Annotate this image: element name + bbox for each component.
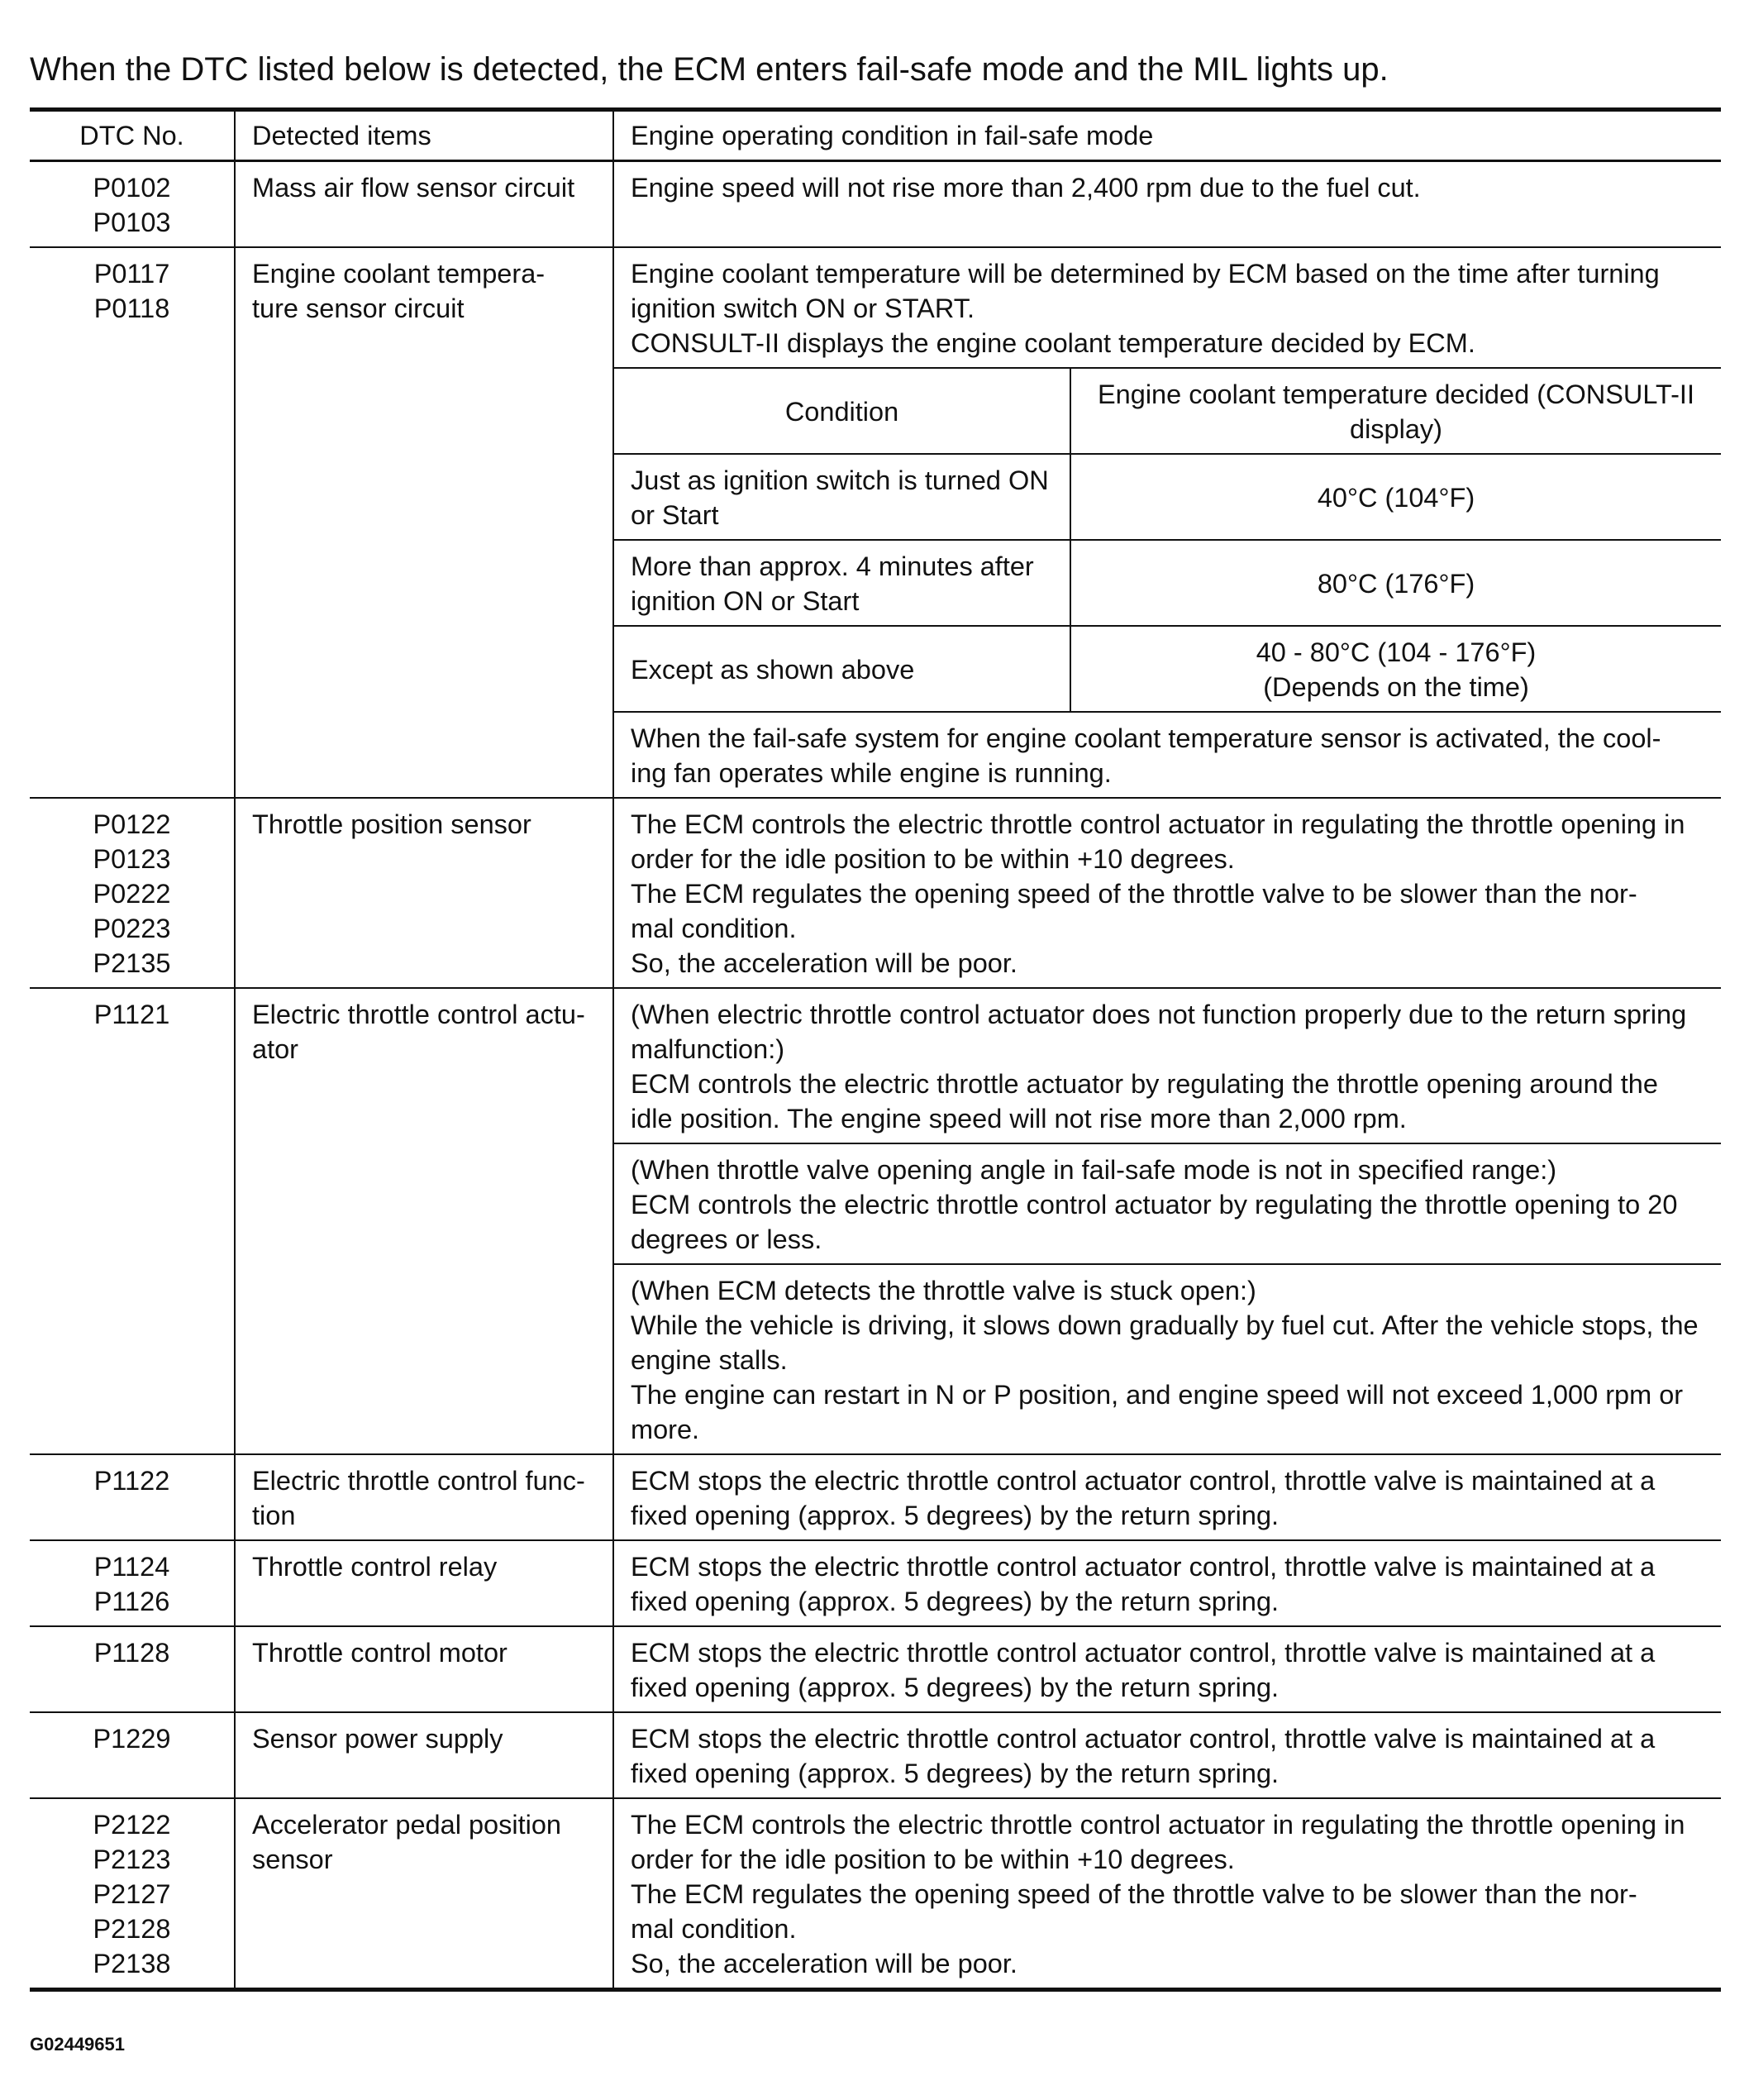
table-row	[30, 988, 1721, 1454]
detected-item: Accelerator pedal position sensor	[235, 1798, 613, 1990]
subtable-condition: Just as ignition switch is turned ON or Start	[614, 454, 1070, 540]
table-row	[30, 247, 1721, 798]
fail-safe-condition	[613, 988, 1721, 1454]
subtable-condition: Except as shown above	[614, 626, 1070, 711]
header-dtc-no: DTC No.	[30, 110, 235, 161]
subtable-temperature: 40°C (104°F)	[1070, 454, 1721, 540]
header-fail-safe-condition: Engine operating condition in fail-safe mode	[613, 110, 1721, 161]
dtc-codes: P0117 P0118	[30, 247, 235, 798]
subtable-header-row	[614, 368, 1721, 454]
table-row	[30, 798, 1721, 988]
subtable-header-condition: Condition	[614, 368, 1070, 454]
detected-item: Electric throttle control actu- ator	[235, 988, 613, 1454]
detected-item: Electric throttle control func- tion	[235, 1454, 613, 1540]
subtable-temperature: 80°C (176°F)	[1070, 540, 1721, 626]
table-row	[30, 1540, 1721, 1626]
subtable-condition: More than approx. 4 minutes after ignition ON or Start	[614, 540, 1070, 626]
dtc-codes: P1122	[30, 1454, 235, 1540]
dtc-codes: P1121	[30, 988, 235, 1454]
fail-safe-condition: ECM stops the electric throttle control actuator control, throttle valve is maintained at a fixed opening (approx. 5 degrees) by the return spring.	[613, 1712, 1721, 1798]
detected-item: Throttle control motor	[235, 1626, 613, 1712]
condition-block: (When electric throttle control actuator does not function properly due to the return spring malfunction:) ECM controls the electric throttle actuator by regulating the throttle opening around the idle position. The engine speed will not rise more than 2,000 rpm.	[631, 1000, 1687, 1134]
dtc-codes: P2122 P2123 P2127 P2128 P2138	[30, 1798, 235, 1990]
dtc-codes: P0102 P0103	[30, 161, 235, 248]
fail-safe-condition: ECM stops the electric throttle control actuator control, throttle valve is maintained at a fixed opening (approx. 5 degrees) by the return spring.	[613, 1540, 1721, 1626]
header-detected-items: Detected items	[235, 110, 613, 161]
table-row	[30, 1712, 1721, 1798]
subtable-row	[614, 454, 1721, 540]
table-header-row	[30, 110, 1721, 161]
coolant-temperature-subtable	[614, 367, 1721, 711]
page-heading: When the DTC listed below is detected, the ECM enters fail-safe mode and the MIL lights up.	[30, 51, 1389, 88]
subtable-header-temperature: Engine coolant temperature decided (CONSULT-II display)	[1070, 368, 1721, 454]
dtc-fail-safe-table	[30, 107, 1721, 1992]
fail-safe-condition: ECM stops the electric throttle control actuator control, throttle valve is maintained at a fixed opening (approx. 5 degrees) by the return spring.	[613, 1454, 1721, 1540]
detected-item: Sensor power supply	[235, 1712, 613, 1798]
table-row	[30, 1626, 1721, 1712]
fail-safe-condition	[613, 247, 1721, 798]
fail-safe-condition: ECM stops the electric throttle control actuator control, throttle valve is maintained at a fixed opening (approx. 5 degrees) by the return spring.	[613, 1626, 1721, 1712]
dtc-codes: P0122 P0123 P0222 P0223 P2135	[30, 798, 235, 988]
fail-safe-condition: Engine speed will not rise more than 2,400 rpm due to the fuel cut.	[613, 161, 1721, 248]
fail-safe-condition: The ECM controls the electric throttle control actuator in regulating the throttle opening in order for the idle position to be within +10 degrees. The ECM regulates the opening speed of the throttle valve to be slower than the nor- mal condition. So, the acceleration will be poor.	[613, 798, 1721, 988]
coolant-intro-text: Engine coolant temperature will be determined by ECM based on the time after turning ignition switch ON or START. CONSULT-II displays the engine coolant temperature decided by ECM.	[631, 259, 1660, 358]
table-row	[30, 161, 1721, 248]
subtable-row	[614, 626, 1721, 711]
detected-item: Throttle position sensor	[235, 798, 613, 988]
condition-block: (When throttle valve opening angle in fail-safe mode is not in specified range:) ECM controls the electric throttle control actuator by regulating the throttle opening to 20 degrees or less.	[614, 1143, 1721, 1263]
coolant-fan-note: When the fail-safe system for engine coolant temperature sensor is activated, the cool- ing fan operates while engine is running.	[614, 711, 1721, 797]
detected-item: Engine coolant tempera- ture sensor circuit	[235, 247, 613, 798]
condition-block: (When ECM detects the throttle valve is stuck open:) While the vehicle is driving, it slows down gradually by fuel cut. After the vehicle stops, the engine stalls. The engine can restart in N or P position, and engine speed will not exceed 1,000 rpm or more.	[614, 1263, 1721, 1453]
subtable-temperature: 40 - 80°C (104 - 176°F) (Depends on the time)	[1070, 626, 1721, 711]
subtable-row	[614, 540, 1721, 626]
figure-id: G02449651	[30, 2034, 125, 2055]
dtc-codes: P1124 P1126	[30, 1540, 235, 1626]
dtc-codes: P1128	[30, 1626, 235, 1712]
table-row	[30, 1454, 1721, 1540]
detected-item: Throttle control relay	[235, 1540, 613, 1626]
detected-item: Mass air flow sensor circuit	[235, 161, 613, 248]
table-row	[30, 1798, 1721, 1990]
fail-safe-condition: The ECM controls the electric throttle control actuator in regulating the throttle opening in order for the idle position to be within +10 degrees. The ECM regulates the opening speed of the throttle valve to be slower than the nor- mal condition. So, the acceleration will be poor.	[613, 1798, 1721, 1990]
dtc-codes: P1229	[30, 1712, 235, 1798]
